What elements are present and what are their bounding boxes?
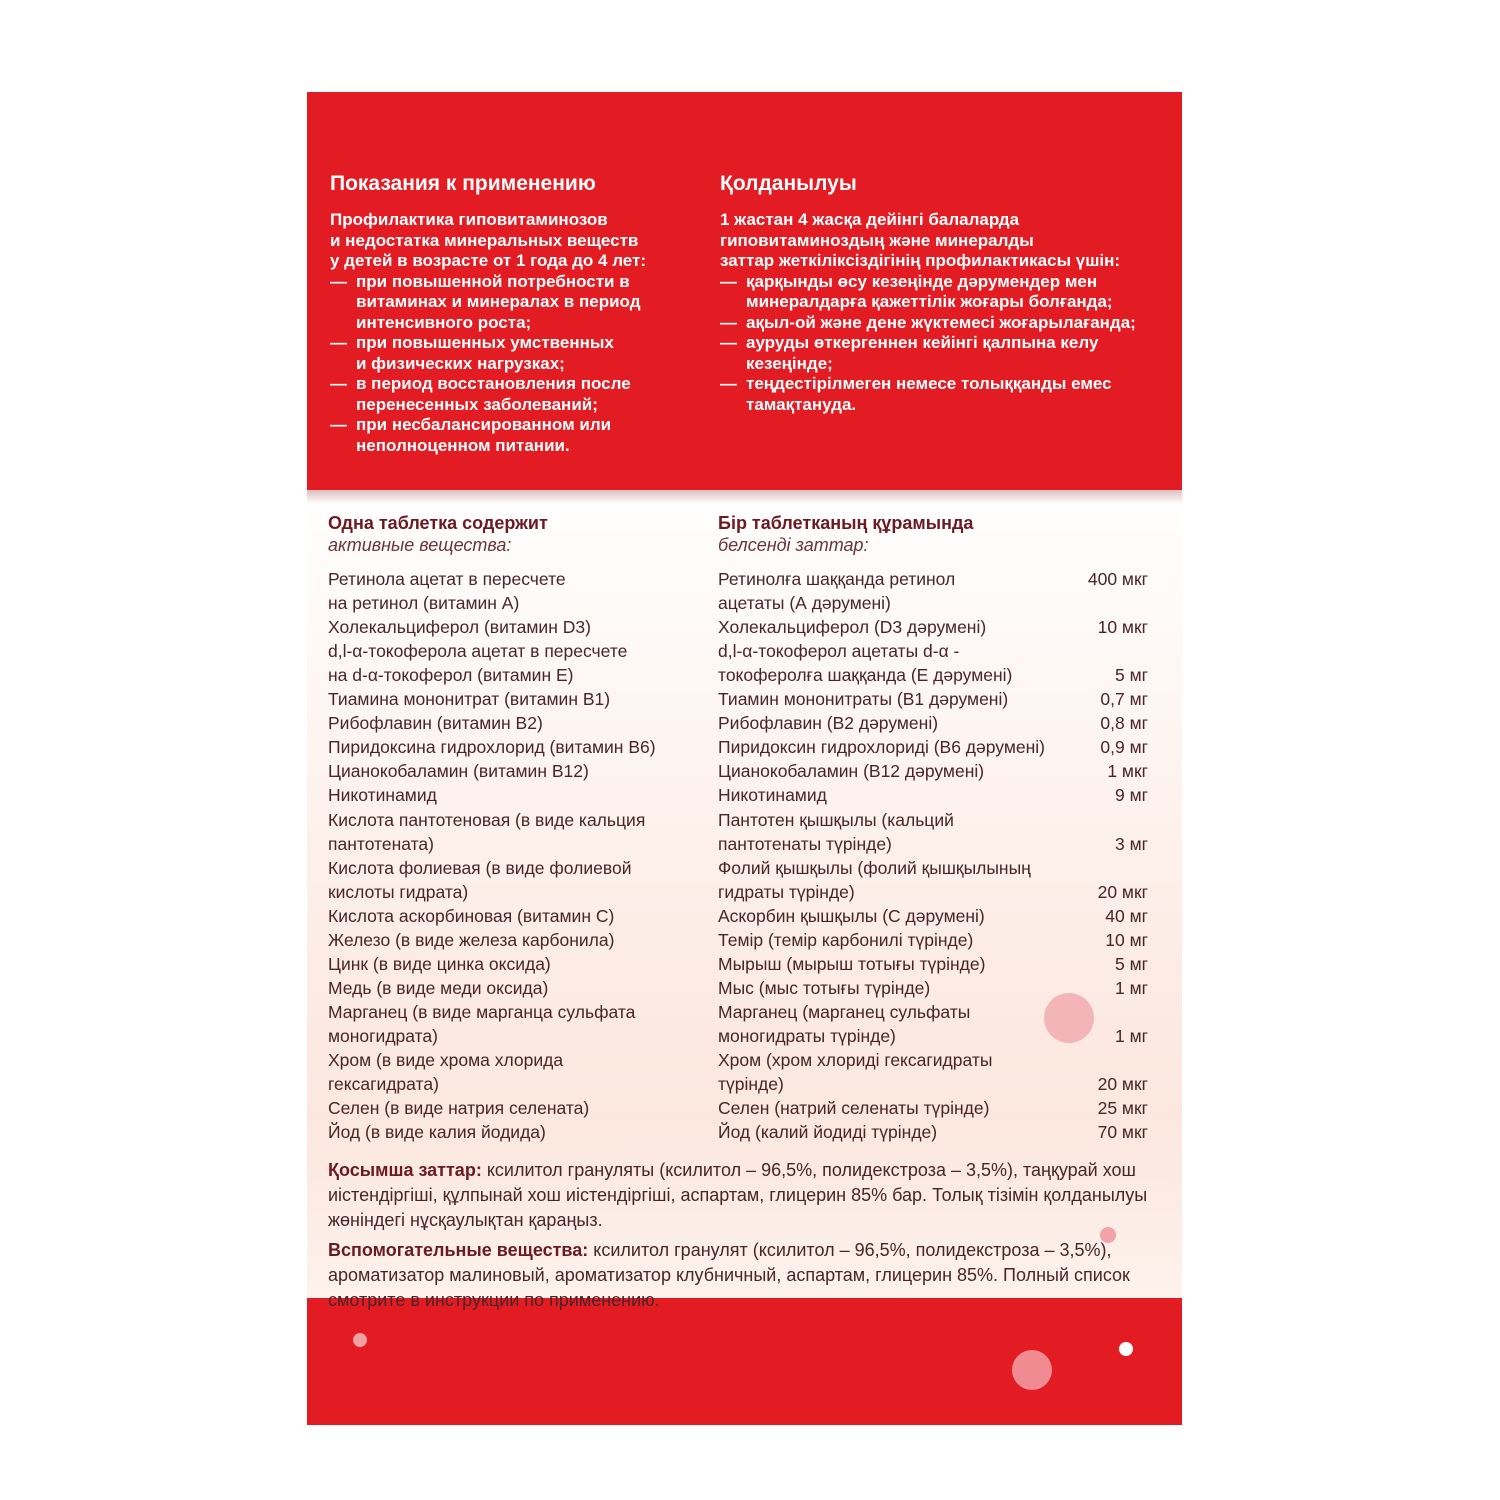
ingredient-line: түрінде) [718,1074,784,1095]
ingredient-amount: 10 мкг [1097,617,1148,638]
ingredient-line: Цианокобаламин (витамин В12) [328,761,589,782]
ingredient-amount: 1 мг [1114,1025,1148,1046]
ingredient-line: Хром (в виде хрома хлорида [328,1050,564,1070]
ru-indications-title: Показания к применению [330,172,596,195]
decor-dot [353,1333,367,1347]
ingredient-line: Пиридоксина гидрохлорид (витамин В6) [328,737,656,758]
ingredient-line: на ретинол (витамин А) [328,593,520,614]
ingredient-line: Рибофлавин (витамин В2) [328,713,543,734]
ru-ingredient-list [328,567,708,1167]
kz-ingredient-list [718,567,1078,1167]
bullet-line: тамақтануда. [746,394,857,414]
bullet-line: ауруды өткергеннен кейінгі қалпына келу [746,333,1099,352]
bullet-line: неполноценном питании. [356,435,570,455]
ingredient-line: Холекальциферол (витамин D3) [328,617,591,638]
ingredient-line: Селен (в виде натрия селената) [328,1098,590,1119]
kz-bullet: — ауруды өткергеннен кейінгі қалпына келу кезеңінде; [720,333,1099,373]
ru-excipients-text: ксилитол гранулят (ксилитол – 96,5%, полидекстроза – 3,5%), ароматизатор малиновый, ароматизатор клубничный, аспартам, глицерин 85%. Полный список смотрите в инструкции по применению. [328,1240,1130,1310]
kz-excipients [328,1158,1148,1233]
ingredient-line: Цианокобаламин (В12 дәрумені) [718,761,985,782]
ingredient-line: Пиридоксин гидрохлориді (В6 дәрумені) [718,737,1045,758]
ingredient-amount: 5 мг [1114,953,1148,974]
ingredient-line: Ретинола ацетат в пересчете [328,569,566,589]
ingredient-line: Фолий қышқылы (фолий қышқылының [718,857,1031,878]
ingredient-line: кислоты гидрата) [328,881,469,902]
ingredient-amount: 1 мкг [1107,761,1148,782]
ingredient-line: Селен (натрий селенаты түрінде) [718,1098,990,1119]
ingredient-line: Пантотен қышқылы (кальций [718,809,954,830]
ingredient-amount: 9 мг [1114,785,1148,806]
bullet-line: минералдарға қажеттілік жоғары болғанда; [746,292,1113,311]
ingredient-amount: 1 мг [1114,977,1148,998]
ru-bullet: — при повышенной потребности в витаминах и минералах в период интенсивного роста; [330,271,641,332]
ru-excipients [328,1238,1148,1313]
kz-composition-subtitle: белсенді заттар: [718,535,869,555]
ingredient-line: Медь (в виде меди оксида) [328,977,549,998]
kz-composition-header [718,512,973,556]
ingredient-line: Рибофлавин (В2 дәрумені) [718,713,939,734]
bullet-line: при повышенных умственных [356,333,614,352]
ingredient-line: Йод (в виде калия йодида) [328,1122,546,1143]
ingredient-line: на d-α-токоферол (витамин Е) [328,665,574,686]
ingredient-line: ацетаты (А дәрумені) [718,593,891,614]
ingredient-line: Никотинамид [328,785,437,806]
ingredient-line: Никотинамид [718,785,827,806]
kz-indications-block [720,170,1180,415]
ingredient-line: пантотенаты түрінде) [718,833,892,854]
bullet-line: перенесенных заболеваний; [356,394,598,414]
intro-line: 1 жастан 4 жасқа дейінгі балаларда [720,210,1020,229]
intro-line: и недостатка минеральных веществ [330,230,639,250]
intro-line: заттар жеткіліксіздігінің профилактикасы үшін: [720,251,1121,270]
ingredient-amount: 40 мг [1105,905,1148,926]
ingredient-line: Темір (темір карбонилі түрінде) [718,929,974,950]
bullet-line: интенсивного роста; [356,312,532,332]
ingredient-amount: 0,7 мг [1100,689,1148,710]
ingredient-line: гидраты түрінде) [718,881,855,902]
ru-indications-intro [330,210,690,272]
amount-column [1048,567,1148,1167]
ingredient-line: Кислота аскорбиновая (витамин С) [328,905,615,926]
kz-composition-title: Бір таблетканың құрамында [718,513,974,533]
ingredient-line: Хром (хром хлориді гексагидраты [718,1050,993,1070]
ingredient-amount: 20 мкг [1097,1074,1148,1095]
ru-composition-header [328,512,548,556]
ingredient-line: Йод (калий йодиді түрінде) [718,1122,938,1143]
ingredient-line: d,l-α-токоферол ацетаты d-α - [718,641,960,662]
ingredient-line: Тиамин мононитраты (В1 дәрумені) [718,689,1009,710]
ingredient-amount: 10 мг [1105,929,1148,950]
ru-bullet: — в период восстановления после перенесенных заболеваний; [330,374,631,414]
ingredient-line: d,l-α-токоферола ацетат в пересчете [328,641,628,662]
ingredient-amount: 20 мкг [1097,881,1148,902]
ingredient-amount: 400 мкг [1087,569,1148,589]
panel-shadow [307,490,1182,504]
ingredient-line: Кислота пантотеновая (в виде кальция [328,809,646,830]
bullet-line: кезеңінде; [746,353,833,373]
ingredient-line: Марганец (в виде марганца сульфата [328,1001,636,1022]
bullet-line: витаминах и минералах в период [356,292,641,311]
kz-bullet: — теңдестірілмеген немесе толыққанды емес тамақтануда. [720,374,1112,414]
ingredient-line: токоферолға шаққанда (Е дәрумені) [718,665,1013,686]
kz-bullet: — қарқынды өсу кезеңінде дәрумендер мен минералдарға қажеттілік жоғары болғанда; [720,271,1113,311]
ru-bullet: — при повышенных умственных и физических нагрузках; [330,333,614,373]
ingredient-line: Цинк (в виде цинка оксида) [328,953,551,974]
ingredient-line: моногидрата) [328,1025,438,1046]
decor-dot [1119,1342,1133,1356]
bullet-line: в период восстановления после [356,374,631,393]
kz-indications-intro [720,210,1180,272]
kz-excipients-label: Қосымша заттар: [328,1160,482,1180]
bullet-line: ақыл-ой және дене жүктемесі жоғарылағанда; [746,312,1136,332]
ru-composition-title: Одна таблетка содержит [328,513,548,533]
ingredient-line: Железо (в виде железа карбонила) [328,929,615,950]
ingredient-line: гексагидрата) [328,1074,439,1095]
ingredient-line: Марганец (марганец сульфаты [718,1001,971,1022]
kz-excipients-text: ксилитол грануляты (ксилитол – 96,5%, полидекстроза – 3,5%), таңқурай хош иістендіргіші, құлпынай хош иістендіргіші, аспартам, глицерин 85% бар. Толық тізімін қолданылуы жөніндегі нұсқаулықтан қараңыз. [328,1160,1148,1230]
bullet-line: қарқынды өсу кезеңінде дәрумендер мен [746,271,1098,291]
ru-bullet: — при несбалансированном или неполноценном питании. [330,415,612,455]
intro-line: Профилактика гиповитаминозов [330,210,608,229]
bullet-line: при несбалансированном или [356,415,612,434]
kz-indications-title: Қолданылуы [720,172,857,195]
ru-indications-block [330,170,690,456]
ingredient-line: моногидраты түрінде) [718,1025,896,1046]
ingredient-amount: 5 мг [1114,665,1148,686]
ingredient-line: Тиамина мононитрат (витамин В1) [328,689,611,710]
ingredient-line: Ретинолға шаққанда ретинол [718,569,956,589]
ingredient-line: пантотената) [328,833,434,854]
ingredient-amount: 0,8 мг [1100,713,1148,734]
ingredient-amount: 0,9 мг [1100,737,1148,758]
bullet-line: теңдестірілмеген немесе толыққанды емес [746,374,1112,393]
kz-bullet: — ақыл-ой және дене жүктемесі жоғарылағанда; [720,312,1136,332]
ru-excipients-label: Вспомогательные вещества: [328,1240,589,1260]
ingredient-amount: 3 мг [1114,833,1148,854]
ingredient-line: Холекальциферол (D3 дәрумені) [718,617,987,638]
intro-line: гиповитаминоздың және минералды [720,230,1034,250]
decor-dot [1012,1350,1052,1390]
ru-composition-subtitle: активные вещества: [328,535,512,555]
intro-line: у детей в возрасте от 1 года до 4 лет: [330,251,647,270]
ingredient-line: Мыс (мыс тотығы түрінде) [718,977,931,998]
ingredient-amount: 70 мкг [1097,1122,1148,1143]
ingredient-line: Аскорбин қышқылы (С дәрумені) [718,905,985,926]
ingredient-line: Мырыш (мырыш тотығы түрінде) [718,953,986,974]
ingredient-line: Кислота фолиевая (в виде фолиевой [328,857,632,878]
bullet-line: и физических нагрузках; [356,353,565,373]
bullet-line: при повышенной потребности в [356,271,630,291]
ingredient-amount: 25 мкг [1097,1098,1148,1119]
